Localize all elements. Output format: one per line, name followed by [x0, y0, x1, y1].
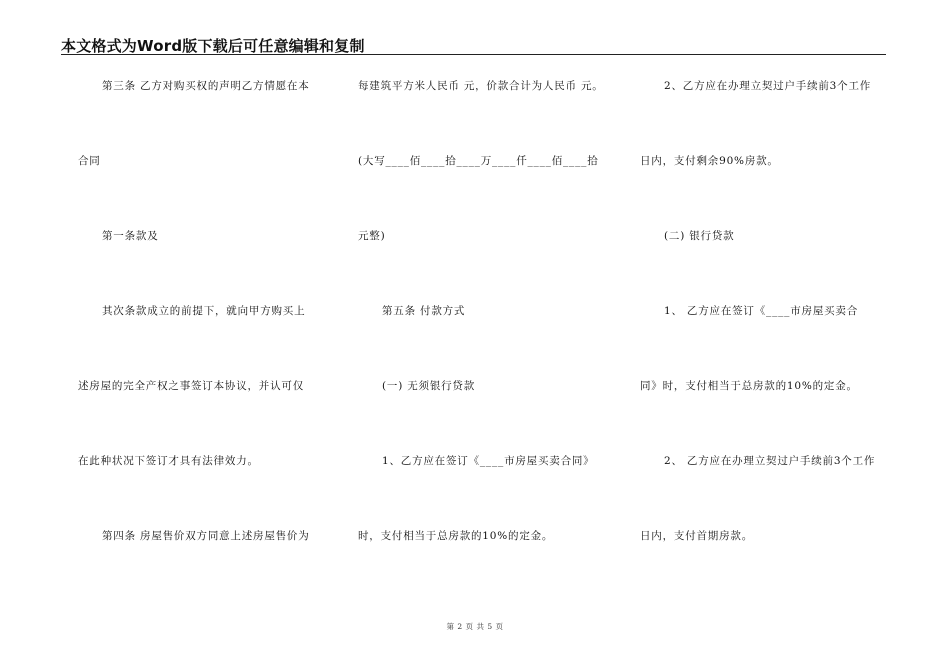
- text-line: 2、 乙方应在办理立契过户手续前3个工作: [664, 455, 876, 467]
- text-line: 时，支付相当于总房款的10%的定金。: [358, 530, 554, 542]
- text-line: 元整): [358, 230, 386, 242]
- page-number: 第 2 页 共 5 页: [446, 622, 504, 631]
- text-line: 第一条款及: [102, 230, 159, 242]
- text-line: 1、 乙方应在签订《____市房屋买卖合: [664, 305, 859, 317]
- text-column-1: [78, 0, 328, 672]
- text-line: 述房屋的完全产权之事签订本协议，并认可仅: [78, 380, 304, 392]
- text-line: 1、乙方应在签订《____市房屋买卖合同》: [382, 455, 595, 467]
- text-line: (二) 银行贷款: [664, 230, 735, 242]
- text-line: 在此种状况下签订才具有法律效力。: [78, 455, 259, 467]
- text-line: 合同: [78, 155, 101, 167]
- text-line: 日内，支付首期房款。: [640, 530, 753, 542]
- text-column-2: [358, 0, 613, 672]
- text-line: 同》时，支付相当于总房款的10%的定金。: [640, 380, 858, 392]
- text-line: 2、乙方应在办理立契过户手续前3个工作: [664, 80, 872, 92]
- text-line: 第五条 付款方式: [382, 305, 466, 317]
- document-header-title: 本文格式为Word版下载后可任意编辑和复制: [61, 37, 365, 55]
- text-column-3: [640, 0, 890, 672]
- text-line: 日内，支付剩余90%房款。: [640, 155, 779, 167]
- text-line: (一) 无须银行贷款: [382, 380, 476, 392]
- text-line: 其次条款成立的前提下，就向甲方购买上: [102, 305, 306, 317]
- text-line: 第三条 乙方对购买权的声明乙方情愿在本: [102, 80, 310, 92]
- text-line: 每建筑平方米人民币 元，价款合计为人民币 元。: [358, 80, 604, 92]
- text-line: (大写____佰____拾____万____仟____佰____拾: [358, 155, 599, 167]
- text-line: 第四条 房屋售价双方同意上述房屋售价为: [102, 530, 310, 542]
